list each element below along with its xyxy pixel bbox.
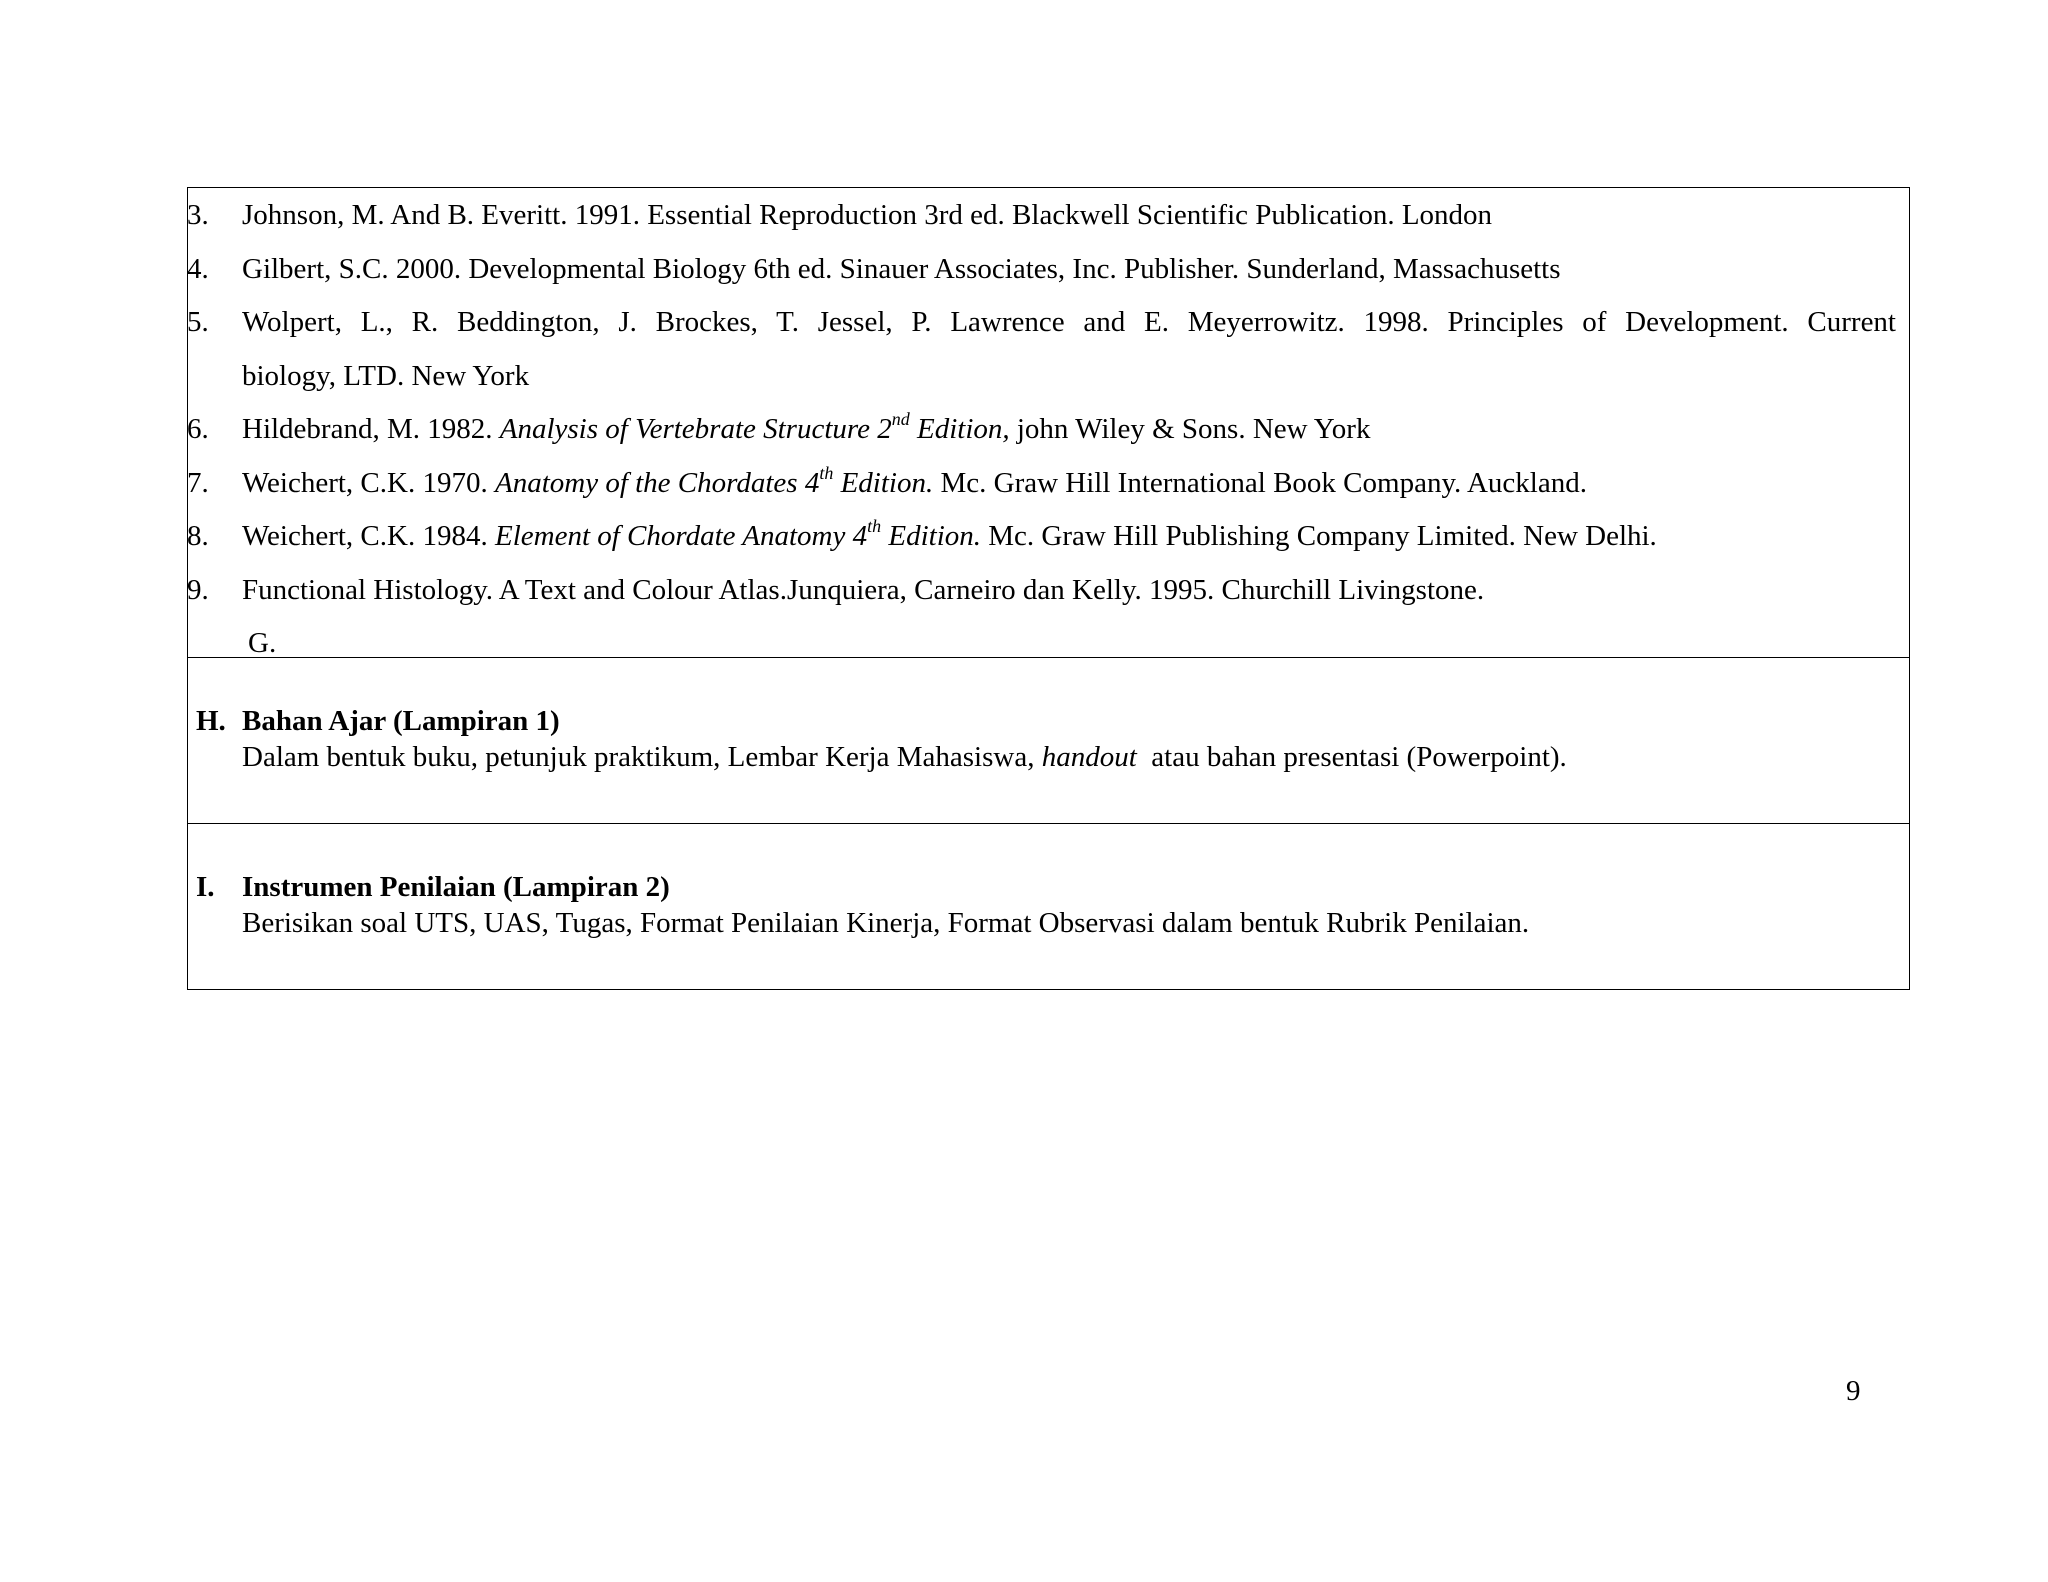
reference-number: 6. (187, 413, 209, 445)
reference-item (188, 564, 1909, 618)
reference-author: Weichert, C.K. 1970. (242, 466, 495, 499)
reference-title-suffix: Edition. (833, 466, 934, 499)
reference-text: Johnson, M. And B. Everitt. 1991. Essential Reproduction 3rd ed. Blackwell Scientific Publication. London (242, 199, 1493, 231)
reference-number: 3. (187, 199, 209, 231)
section-letter: H. (196, 705, 226, 737)
reference-number: 5. (187, 306, 209, 338)
section-body-text: Dalam bentuk buku, petunjuk praktikum, Lembar Kerja Mahasiswa, (242, 741, 1042, 773)
reference-title (494, 462, 934, 499)
reference-text: Functional Histology. A Text and Colour Atlas.Junquiera, Carneiro dan Kelly. 1995. Churchill Livingstone. (242, 573, 1485, 606)
section-bahan-ajar (188, 657, 1909, 823)
reference-publisher: Mc. Graw Hill Publishing Company Limited. New Delhi. (981, 520, 1657, 552)
reference-number: 7. (187, 466, 209, 499)
reference-item (188, 510, 1909, 564)
reference-item (188, 403, 1909, 457)
reference-title (499, 409, 1010, 445)
page-number: 9 (1846, 1375, 1861, 1407)
reference-title-suffix: Edition, (909, 413, 1010, 445)
reference-text: Wolpert, L., R. Beddington, J. Brockes, T. Jessel, P. Lawrence and E. Meyerrowitz. 1998. Principles of Development. Current (242, 306, 1896, 338)
reference-publisher: john Wiley & Sons. New York (1009, 413, 1371, 445)
reference-title-suffix: Edition. (881, 520, 982, 552)
reference-item (188, 189, 1909, 243)
section-body-text-end: atau bahan presentasi (Powerpoint). (1136, 741, 1567, 773)
reference-title-text: Anatomy of the Chordates 4 (494, 466, 820, 499)
section-letter: I. (196, 871, 215, 903)
reference-title-text: Element of Chordate Anatomy 4 (494, 520, 868, 552)
reference-superscript: nd (891, 409, 910, 430)
reference-continuation: biology, LTD. New York (242, 359, 530, 392)
reference-author: Weichert, C.K. 1984. (242, 520, 495, 552)
document-table (187, 187, 1910, 990)
reference-item (188, 457, 1909, 511)
reference-text: Gilbert, S.C. 2000. Developmental Biology 6th ed. Sinauer Associates, Inc. Publisher. Sunderland, Massachusetts (242, 252, 1561, 285)
reference-title (494, 516, 982, 552)
references-cell (188, 188, 1909, 657)
section-instrumen-penilaian (188, 823, 1909, 989)
reference-superscript: th (867, 516, 882, 537)
section-title: Instrumen Penilaian (Lampiran 2) (242, 871, 670, 903)
reference-item (188, 296, 1909, 403)
reference-number: 4. (187, 252, 209, 285)
trailing-label: G. (248, 627, 277, 659)
section-body: Berisikan soal UTS, UAS, Tugas, Format Penilaian Kinerja, Format Observasi dalam bentuk Rubrik Penilaian. (242, 907, 1530, 939)
reference-author: Hildebrand, M. 1982. (242, 413, 500, 445)
reference-superscript: th (819, 462, 834, 483)
reference-publisher: Mc. Graw Hill International Book Company. Auckland. (933, 466, 1587, 499)
section-heading (196, 703, 1909, 739)
section-body (196, 739, 1909, 775)
reference-number: 8. (187, 520, 209, 552)
reference-title-text: Analysis of Vertebrate Structure 2 (499, 413, 892, 445)
section-heading (196, 869, 1909, 905)
section-body-italic: handout (1041, 741, 1137, 773)
reference-number: 9. (187, 573, 209, 606)
reference-item (188, 243, 1909, 297)
section-title: Bahan Ajar (Lampiran 1) (242, 705, 560, 737)
